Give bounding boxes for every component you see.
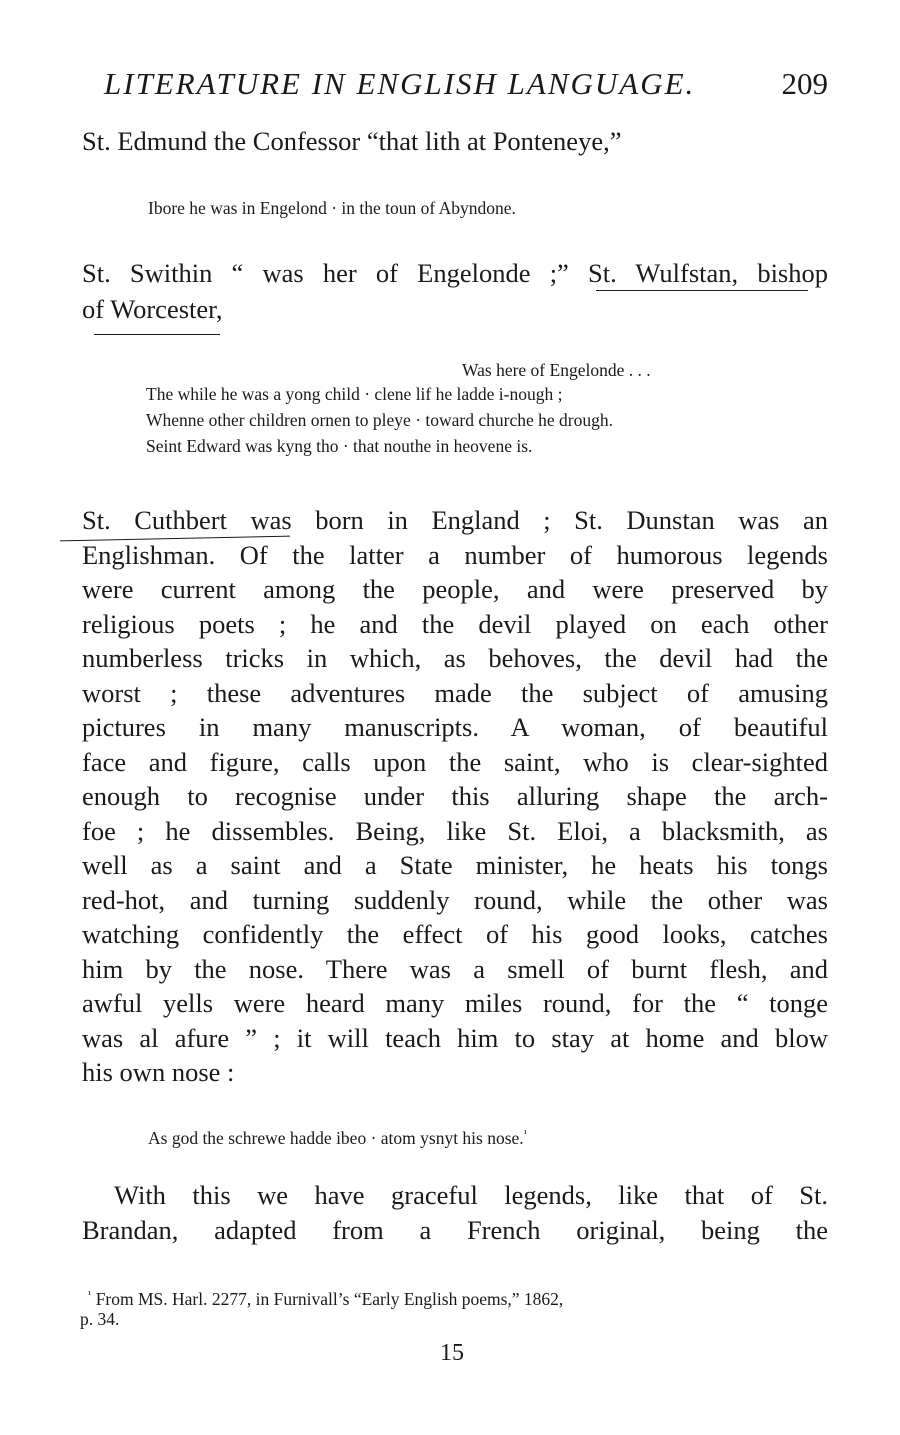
- text-line: foe ; he dissembles. Being, like St. Eloi, a blacksmith, as: [82, 816, 828, 846]
- text-line: St. Edmund the Confessor “that lith at Ponteneye,”: [82, 126, 622, 156]
- footnote-text: From MS. Harl. 2277, in Furnivall’s “Early English poems,” 1862,: [95, 1288, 564, 1309]
- quotation-line: Ibore he was in Engelond · in the toun of Abyndone.: [148, 198, 516, 218]
- text-line: watching confidently the effect of his good looks, catches: [82, 919, 828, 949]
- running-head: [104, 66, 828, 102]
- verse-line: The while he was a yong child · clene lif he ladde i-nough ;: [146, 384, 563, 404]
- footnote-marker: ¹: [88, 1289, 92, 1301]
- text-line: worst ; these adventures made the subject of amusing: [82, 678, 828, 708]
- verse-line: Was here of Engelonde . . .: [462, 360, 651, 380]
- text-line: him by the nose. There was a smell of burnt flesh, and: [82, 954, 828, 984]
- signature-mark: 15: [440, 1340, 464, 1366]
- text-line: red-hot, and turning suddenly round, while the other was: [82, 885, 828, 915]
- page-number: 209: [781, 66, 828, 101]
- text-line: Brandan, adapted from a French original, being the: [82, 1215, 828, 1245]
- text-line: face and figure, calls upon the saint, who is clear-sighted: [82, 747, 828, 777]
- quotation-text: As god the schrewe hadde ibeo · atom ysnyt his nose.: [148, 1127, 524, 1148]
- text-line: pictures in many manuscripts. A woman, of beautiful: [82, 712, 828, 742]
- text-line: St. Swithin “ was her of Engelonde ;” St. Wulfstan, bishop: [82, 258, 828, 288]
- underline-mark: [596, 290, 808, 291]
- footnote-continuation: p. 34.: [80, 1309, 120, 1329]
- text-line: St. Cuthbert was born in England ; St. Dunstan was an: [82, 505, 828, 535]
- text-line: his own nose :: [82, 1057, 235, 1087]
- text-line: With this we have graceful legends, like that of St.: [114, 1180, 828, 1210]
- running-title: LITERATURE IN ENGLISH LANGUAGE.: [104, 66, 696, 101]
- verse-line: Whenne other children ornen to pleye · toward churche he drough.: [146, 410, 613, 430]
- text-line: of Worcester,: [82, 294, 223, 324]
- quotation-line: [148, 1122, 527, 1150]
- text-line: well as a saint and a State minister, he heats his tongs: [82, 850, 828, 880]
- text-line: enough to recognise under this alluring shape the arch-: [82, 781, 828, 811]
- text-line: were current among the people, and were preserved by: [82, 574, 828, 604]
- underline-mark: [94, 334, 220, 335]
- text-line: religious poets ; he and the devil played on each other: [82, 609, 828, 639]
- text-line: awful yells were heard many miles round, for the “ tonge: [82, 988, 828, 1018]
- text-line: Englishman. Of the latter a number of humorous legends: [82, 540, 828, 570]
- verse-line: Seint Edward was kyng tho · that nouthe in heovene is.: [146, 436, 533, 456]
- text-line: was al afure ” ; it will teach him to stay at home and blow: [82, 1023, 828, 1053]
- text-line: numberless tricks in which, as behoves, the devil had the: [82, 643, 828, 673]
- footnote-marker: ¹: [523, 1128, 527, 1140]
